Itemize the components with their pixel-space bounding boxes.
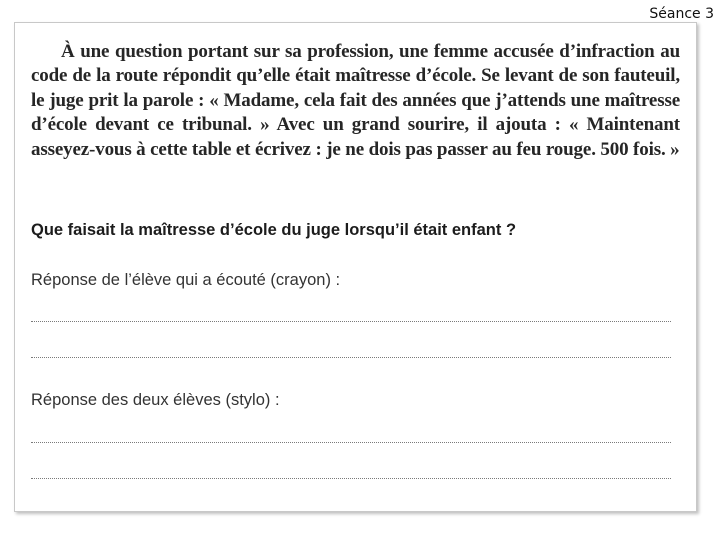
worksheet [14, 22, 697, 512]
question-text: Que faisait la maîtresse d’école du juge lorsqu’il était enfant ? [31, 221, 517, 239]
answer-line[interactable] [31, 357, 671, 358]
answer-prompt-listener: Réponse de l’élève qui a écouté (crayon) : [31, 271, 341, 289]
session-label: Séance 3 [649, 6, 714, 22]
answer-line[interactable] [31, 442, 671, 443]
answer-line[interactable] [31, 478, 671, 479]
story-text: À une question portant sur sa profession, une femme accusée d’infraction au code de la route répondit qu’elle était maîtresse d’école. Se levant de son fauteuil, le juge prit la parole : « Madame, cela fait des années que j’attends une maîtresse d’école devant ce tribunal. » Avec un grand sourire, il ajouta : « Maintenant asseyez-vous à cette table et écrivez : je ne dois pas passer au feu rouge. 500 fois. » [31, 41, 680, 160]
answer-prompt-both: Réponse des deux élèves (stylo) : [31, 391, 280, 409]
answer-line[interactable] [31, 321, 671, 322]
